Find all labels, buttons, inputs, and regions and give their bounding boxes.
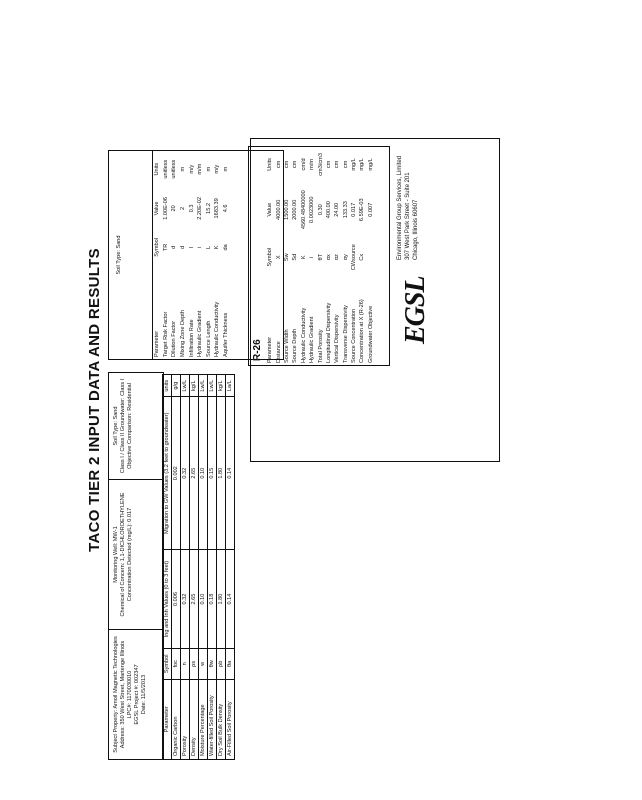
- table-row: [283, 147, 291, 365]
- well-info-cell: [109, 479, 163, 629]
- address-line: Chicago, Illinois 60607: [413, 199, 419, 260]
- soil-type: Soil Type: Sand: [113, 406, 119, 446]
- table-row: [208, 375, 217, 760]
- cell: cm: [283, 160, 290, 169]
- r26-title: R-26: [252, 339, 263, 361]
- cell: 4560.48400000: [300, 190, 307, 230]
- cell: 4000.00: [275, 199, 282, 220]
- cell: i: [197, 246, 204, 248]
- column-header: Value: [267, 202, 274, 217]
- cell: Aquifer Thickness: [223, 312, 230, 357]
- cell: θT: [317, 253, 324, 261]
- table-header-row: [163, 375, 172, 760]
- cell: Moisture Percentage: [199, 679, 208, 759]
- cell: ρs: [190, 649, 199, 679]
- cell: 0.15: [208, 397, 217, 550]
- cell: m/m: [309, 158, 316, 170]
- cell: m/m: [197, 163, 204, 175]
- cell: αz: [334, 254, 341, 261]
- cell: αy: [342, 254, 349, 261]
- r26-table: [248, 146, 390, 366]
- table-row: [358, 147, 366, 365]
- cell: 15.2: [205, 202, 212, 214]
- cell: cm: [334, 160, 341, 169]
- cell: mg/L: [367, 158, 374, 171]
- cell: m: [180, 166, 187, 172]
- company-address: [396, 156, 420, 260]
- table-row: [300, 147, 308, 365]
- table-row: [226, 375, 235, 760]
- cell: cm: [292, 160, 299, 169]
- soil-info-cell: [109, 373, 163, 479]
- table-row: [196, 151, 205, 359]
- cell: Total Porosity: [317, 329, 324, 363]
- cell: i: [309, 256, 316, 258]
- cell: θa: [226, 649, 235, 679]
- column-header: Parameter: [154, 330, 161, 357]
- table-row: [179, 151, 188, 359]
- cell: 1.80: [217, 397, 226, 550]
- column-header: Parameter: [163, 679, 172, 759]
- cell: K: [214, 245, 221, 250]
- column-header: Symbol: [154, 238, 161, 257]
- cell: 0.10: [199, 550, 208, 649]
- cell: Distance: [275, 341, 282, 363]
- cell: 133.33: [342, 201, 349, 219]
- cell: unitless: [171, 159, 178, 179]
- cell: m: [205, 166, 212, 172]
- table-row: [333, 147, 341, 365]
- cell: X: [275, 255, 282, 260]
- cell: Dilution Factor: [171, 320, 178, 357]
- cell: da: [223, 244, 230, 251]
- table-row: [170, 151, 179, 359]
- column-header: Parameter: [267, 336, 274, 363]
- cell: Air-Filled Soil Porosity: [226, 679, 235, 759]
- cell: 0.3: [188, 204, 195, 213]
- cell: Transverse Dispersivity: [342, 305, 349, 363]
- site-info-cell: [109, 629, 163, 759]
- cell: I: [188, 246, 195, 249]
- cell: g/g: [172, 375, 181, 397]
- table-row: [199, 375, 208, 760]
- table-row: [172, 375, 181, 760]
- soil-parameters-table: [162, 374, 235, 760]
- site-name: Subject Property: Amoil Magnetic Technologies: [113, 636, 119, 753]
- cell: 0.0023000: [309, 196, 316, 223]
- table-row: [205, 151, 214, 359]
- table-row: [190, 375, 199, 760]
- detected-concentration: Concentration Detected (mg/L): 0.017: [127, 507, 133, 602]
- cell: K: [300, 255, 307, 260]
- cell: Groundwater Objective: [367, 305, 374, 363]
- cell: CWsource: [351, 244, 358, 271]
- cell: unitless: [162, 159, 169, 179]
- cell: 0.18: [208, 550, 217, 649]
- cell: Infiltration Rate: [188, 319, 195, 357]
- cell: Mixing Zone Depth: [180, 310, 187, 357]
- cell: Sd: [292, 253, 299, 261]
- table-row: [274, 147, 282, 365]
- soil-header: [109, 151, 153, 359]
- objective-comparison: Objective Comparison: Residential: [127, 383, 133, 469]
- cell: m/y: [188, 164, 195, 174]
- cell: 2.65: [190, 397, 199, 550]
- cell: kg/L: [190, 375, 199, 397]
- monitoring-well: Monitoring Well: MW-1: [113, 526, 119, 583]
- cell: d: [180, 245, 187, 249]
- page-title: TACO TIER 2 INPUT DATA AND RESULTS: [86, 248, 103, 552]
- table-row: [325, 147, 333, 365]
- cell: 4.6: [223, 204, 230, 213]
- table-row: [350, 147, 358, 365]
- cell: 6.59E-03: [359, 198, 366, 222]
- cell: n: [181, 649, 190, 679]
- company-logo: EGSL: [400, 276, 431, 344]
- cell: 0.006: [172, 550, 181, 649]
- cell: Lw/L: [208, 375, 217, 397]
- column-header: Value: [154, 201, 161, 216]
- cell: Source Concentration: [351, 308, 358, 363]
- cell: 0.32: [181, 397, 190, 550]
- cell: Source Width: [283, 329, 290, 363]
- site-info-table: [108, 372, 164, 760]
- cell: Hydraulic Conductivity: [300, 307, 307, 363]
- cell: Target Risk Factor: [162, 311, 169, 357]
- cell: 2.65: [190, 550, 199, 649]
- cell: Hydraulic Gradient: [197, 310, 204, 357]
- cell: Porosity: [181, 679, 190, 759]
- column-header: Units: [267, 158, 274, 171]
- cell: θw: [208, 649, 217, 679]
- column-header: units: [163, 375, 172, 397]
- cell: [367, 238, 375, 277]
- table-row: [291, 147, 299, 365]
- cell: 0.10: [199, 397, 208, 550]
- report-date: Date: 11/5/2013: [141, 674, 147, 715]
- soil-type-repeat: Soil Type: Sand: [116, 235, 122, 275]
- table-row: [222, 151, 231, 359]
- cell: 2: [180, 206, 187, 210]
- cell: 0.007: [367, 202, 374, 217]
- table-row: [213, 151, 222, 359]
- cell: foc: [172, 649, 181, 679]
- cell: Lw/L: [181, 375, 190, 397]
- cell: Concentration at X (R-26): [359, 299, 366, 363]
- cell: 0.32: [181, 550, 190, 649]
- cell: cm: [325, 160, 332, 169]
- cell: mg/L: [351, 158, 358, 171]
- cell: Longitudinal Dispersivity: [325, 302, 332, 363]
- cell: Source Length: [205, 320, 212, 357]
- cell: m/y: [214, 164, 221, 174]
- cell: mg/L: [359, 158, 366, 171]
- cell: 0.017: [351, 202, 358, 217]
- table-row: [217, 375, 226, 760]
- cell: 400.00: [325, 201, 332, 219]
- address-line: 307 West Park Street - Suite 201: [405, 172, 411, 260]
- cell: Hydraulic Gradient: [309, 316, 316, 363]
- cell: w: [199, 649, 208, 679]
- cell: 0.14: [226, 397, 235, 550]
- cell: L: [205, 245, 212, 249]
- cell: 0.30: [317, 204, 324, 216]
- cell: d: [171, 245, 178, 249]
- column-header: Migration to GW Values (3.2 feet to groundwater): [163, 397, 172, 550]
- column-header: Symbol: [163, 649, 172, 679]
- chemical-of-concern: Chemical of Concern: 1,1-DICHLOROETHYLENE: [120, 492, 126, 617]
- cell: cm: [342, 160, 349, 169]
- cell: La/L: [226, 375, 235, 397]
- cell: TR: [162, 243, 169, 252]
- cell: 2.20E-02: [197, 197, 204, 220]
- cell: cm/d: [300, 158, 307, 171]
- column-header: Symbol: [267, 247, 274, 267]
- cell: 1500.00: [283, 199, 290, 220]
- cell: 0.002: [172, 397, 181, 550]
- cell: 1.80: [217, 550, 226, 649]
- column-header: Ing and Inh Values (0 to 3 feet): [163, 550, 172, 649]
- site-address: Address: 350 West Street, Martenge Illinois: [120, 640, 126, 749]
- table-row: [342, 147, 350, 365]
- cell: Dry Soil Bulk Density: [217, 679, 226, 759]
- cell: 0.14: [226, 550, 235, 649]
- address-line: Environmental Group Services, Limited: [397, 155, 403, 260]
- table-header-row: [153, 151, 162, 359]
- cell: Sw: [283, 253, 290, 262]
- cell: Density: [190, 679, 199, 759]
- cell: cm3/cm3: [317, 153, 324, 176]
- project-number: EGSL Project #: 002347: [134, 664, 140, 725]
- cell: kg/L: [217, 375, 226, 397]
- lpc-number: LPC#: 1170030010: [127, 670, 133, 719]
- cell: 20: [171, 205, 178, 212]
- cell: 2000.00: [292, 199, 299, 220]
- table-header-row: [266, 147, 274, 365]
- table-row: [187, 151, 196, 359]
- cell: Hydraulic Conductivity: [214, 301, 221, 357]
- table-row: [308, 147, 316, 365]
- cell: cm: [275, 160, 282, 169]
- cell: ρb: [217, 649, 226, 679]
- cell: 1.00E-06: [162, 197, 169, 220]
- table-row: [162, 151, 171, 359]
- cell: Lw/L: [199, 375, 208, 397]
- cell: 1683.39: [214, 198, 221, 219]
- cell: Vertical Dispersivity: [334, 314, 341, 363]
- cell: αx: [325, 254, 332, 261]
- cell: Water-filled Soil Porosity: [208, 679, 217, 759]
- groundwater-class: Class I / Class II Groundwater: Class I: [120, 378, 126, 474]
- table-row: [316, 147, 324, 365]
- column-header: Units: [154, 162, 161, 176]
- table-row: [367, 147, 375, 365]
- cell: Source Depth: [292, 328, 299, 363]
- cell: 24.00: [334, 202, 341, 217]
- cell: Organic Carbon: [172, 679, 181, 759]
- cell: Cx: [359, 253, 366, 261]
- table-row: [181, 375, 190, 760]
- cell: m: [223, 166, 230, 172]
